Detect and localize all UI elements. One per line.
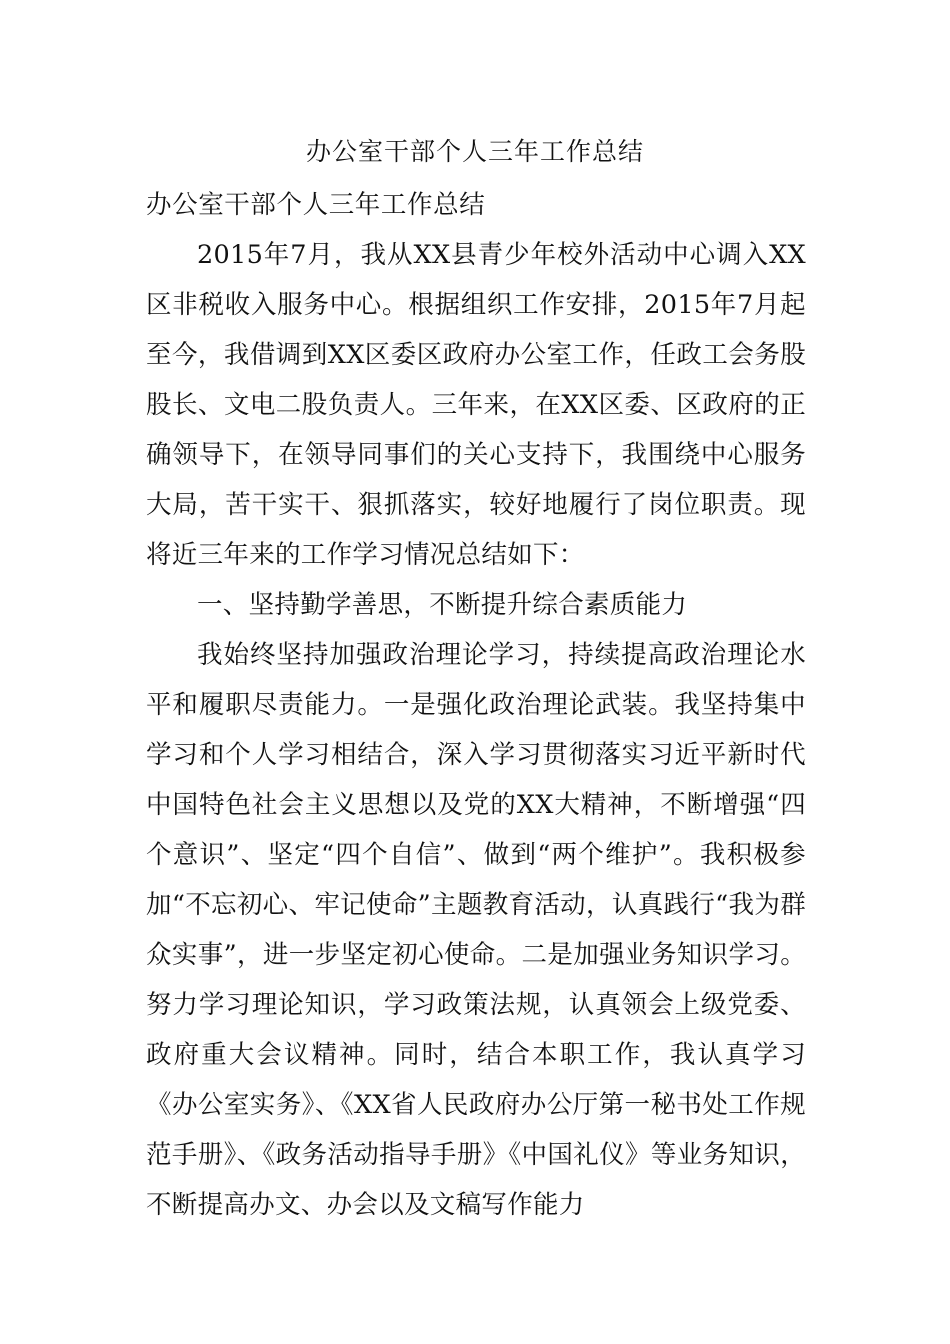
document-title: 办公室干部个人三年工作总结 (305, 137, 644, 166)
document-body (146, 180, 806, 1230)
paragraph-intro: 2015年7月，我从XX县青少年校外活动中心调入XX区非税收入服务中心。根据组织工作安排，2015年7月起至今，我借调到XX区委区政府办公室工作，任政工会务股股长、文电二股负责人。三年来，在XX区委、区政府的正确领导下，在领导同事们的关心支持下，我围绕中心服务大局，苦干实干、狠抓落实，较好地履行了岗位职责。现将近三年来的工作学习情况总结如下： (146, 240, 806, 570)
section-heading-1: 一、坚持勤学善思，不断提升综合素质能力 (197, 590, 688, 620)
paragraph-section-1: 我始终坚持加强政治理论学习，持续提高政治理论水平和履职尽责能力。一是强化政治理论武装。我坚持集中学习和个人学习相结合，深入学习贯彻落实习近平新时代中国特色社会主义思想以及党的XX大精神，不断增强“四个意识”、坚定“四个自信”、做到“两个维护”。我积极参加“不忘初心、牢记使命”主题教育活动，认真践行“我为群众实事”，进一步坚定初心使命。二是加强业务知识学习。努力学习理论知识，学习政策法规，认真领会上级党委、政府重大会议精神。同时，结合本职工作，我认真学习《办公室实务》、《XX省人民政府办公厅第一秘书处工作规范手册》、《政务活动指导手册》《中国礼仪》等业务知识，不断提高办文、办会以及文稿写作能力 (146, 640, 806, 1220)
document-subtitle: 办公室干部个人三年工作总结 (146, 190, 486, 220)
